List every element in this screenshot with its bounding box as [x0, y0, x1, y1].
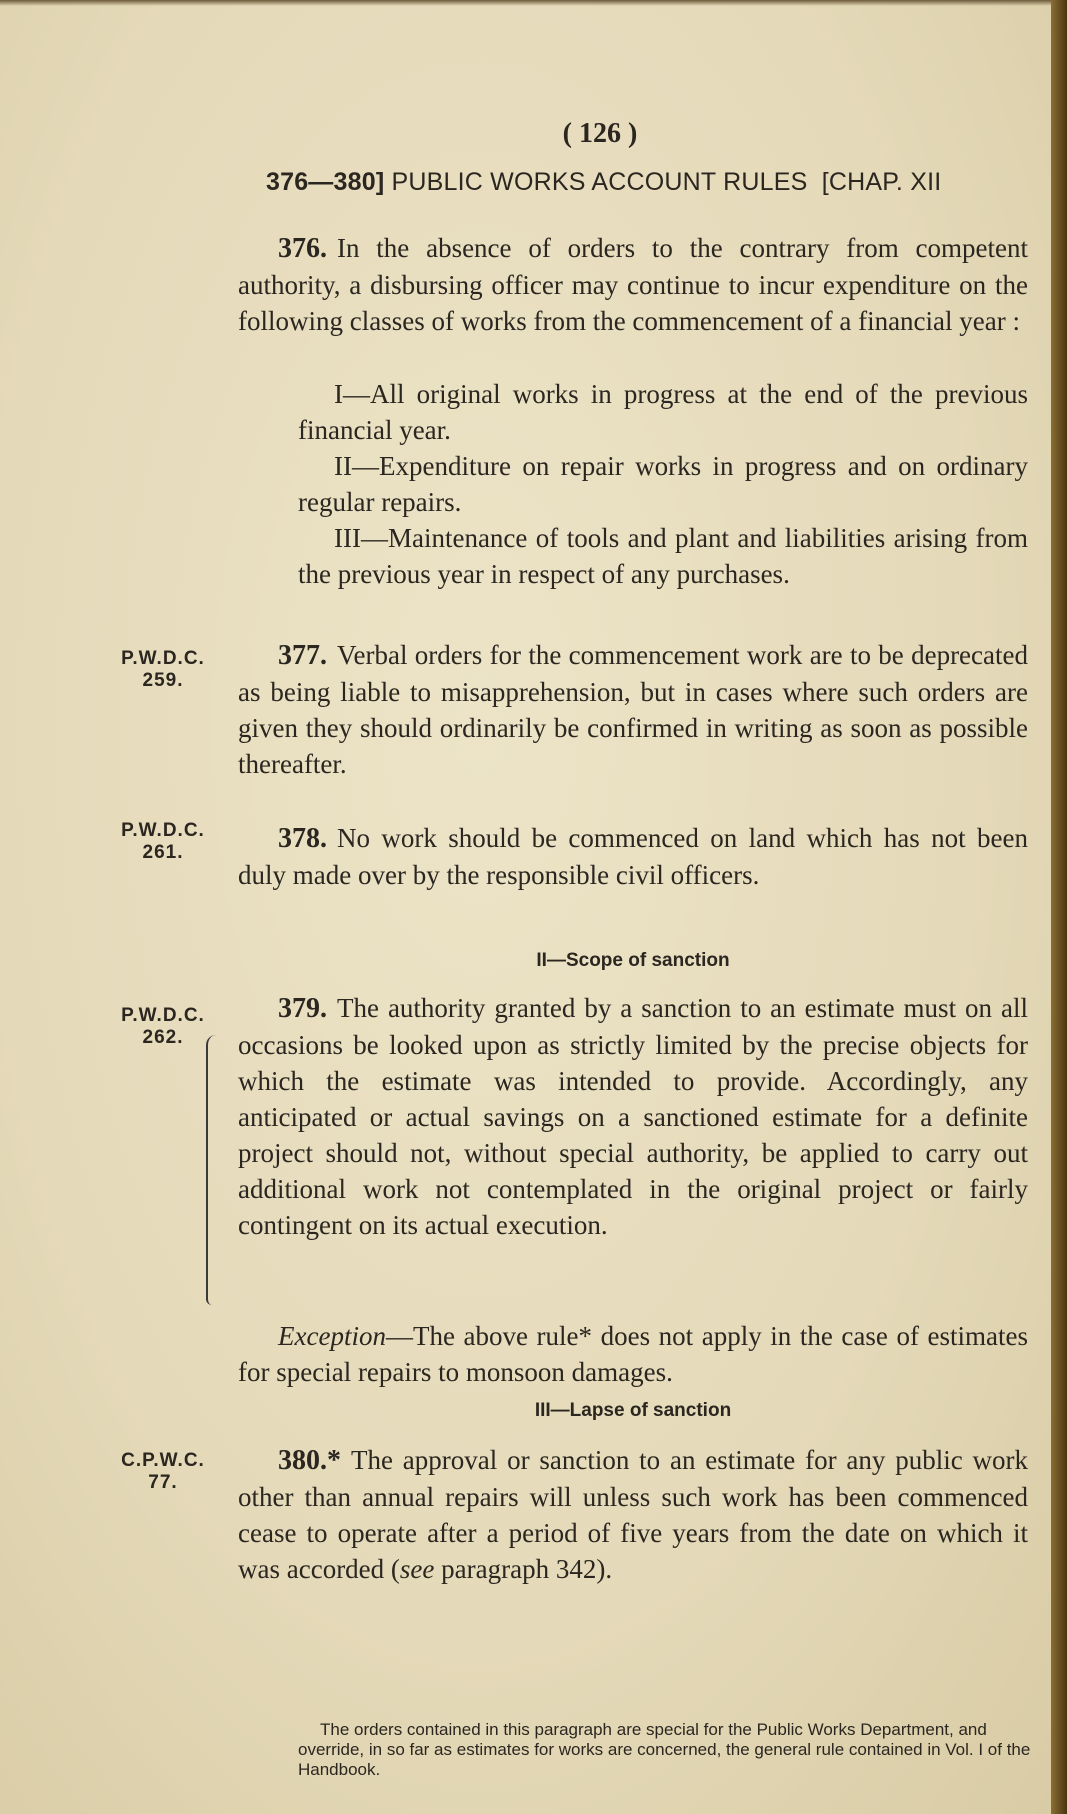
list-item: I—All original works in progress at the end of the previous financial year. — [298, 379, 1028, 445]
paragraph-377 — [238, 637, 1028, 782]
paragraph-text: Verbal orders for the commencement work are to be deprecated as being liable to misapprehension, but in cases where such orders are given they should ordinarily be confirmed in writing as soon as possible thereafter. — [238, 640, 1028, 779]
paragraph-text-end: paragraph 342). — [434, 1554, 613, 1584]
margin-reference-number: 259. — [142, 670, 184, 691]
paragraph-number: 378. — [278, 823, 327, 854]
paragraph-376 — [238, 230, 1028, 339]
margin-reference — [98, 820, 228, 864]
paragraph-text: The authority granted by a sanction to an estimate must on all occasions be looked upon as strictly limited by the precise objects for which the estimate was intended to provide. Accordingly, any anticipated or actual savings on a sanctioned estimate for a definite project should not, without special authority, be applied to carry out additional work not contemplated in the original project or fairly contingent on its actual execution. — [238, 993, 1028, 1240]
margin-reference-number: 77. — [148, 1472, 178, 1493]
margin-reference-code: P.W.D.C. — [121, 1005, 205, 1026]
footnote: The orders contained in this paragraph are special for the Public Works Department, and override, in so far as estimates for works are concerned, the general rule contained in Vol. I of the Handbook. — [298, 1720, 1031, 1779]
margin-reference-code: P.W.D.C. — [121, 820, 205, 841]
paragraph-number: 376. — [278, 233, 327, 264]
running-head-title: PUBLIC WORKS ACCOUNT RULES — [391, 168, 808, 196]
handwritten-bracket — [206, 1035, 222, 1305]
margin-reference-code: P.W.D.C. — [121, 648, 205, 669]
page-number: ( 126 ) — [562, 118, 638, 149]
running-head — [266, 168, 1046, 197]
paragraph-text: No work should be commenced on land which has not been duly made over by the responsible civil officers. — [238, 823, 1028, 890]
paragraph-number: 379. — [278, 993, 327, 1024]
list-item: II—Expenditure on repair works in progress and on ordinary regular repairs. — [298, 451, 1028, 517]
paragraph-text: The approval or sanction to an estimate for any public work other than annual repairs will unless such work has been commenced cease to operate after a period of five years from the date on which it was accorded ( — [238, 1445, 1028, 1584]
exception-note — [238, 1318, 1028, 1390]
margin-reference-code: C.P.W.C. — [121, 1450, 205, 1471]
paragraph-380 — [238, 1442, 1028, 1587]
margin-reference-number: 261. — [142, 842, 184, 863]
page-binding-edge — [1051, 0, 1067, 1814]
exception-label: Exception — [278, 1321, 386, 1351]
page-top-shadow — [0, 0, 1067, 6]
list-item: III—Maintenance of tools and plant and liabilities arising from the previous year in respect of any purchases. — [298, 523, 1028, 589]
margin-reference — [98, 1450, 228, 1494]
paragraph-379 — [238, 990, 1028, 1243]
running-head-range: 376—380] — [266, 168, 385, 196]
paragraph-number: 377. — [278, 640, 327, 671]
section-heading: II—Scope of sanction — [536, 950, 730, 971]
see-word: see — [399, 1554, 435, 1584]
paragraph-378 — [238, 820, 1028, 893]
running-head-chapter: [CHAP. XII — [821, 168, 942, 196]
margin-reference — [98, 648, 228, 692]
section-heading: III—Lapse of sanction — [534, 1400, 732, 1421]
paragraph-number: 380.* — [278, 1445, 341, 1476]
paragraph-text: In the absence of orders to the contrary from competent authority, a disbursing officer may continue to incur expenditure on the following classes of works from the commencement of a financial year : — [238, 233, 1028, 336]
margin-reference-number: 262. — [142, 1027, 184, 1048]
exception-text: —The above rule* does not apply in the case of estimates for special repairs to monsoon damages. — [238, 1321, 1028, 1387]
